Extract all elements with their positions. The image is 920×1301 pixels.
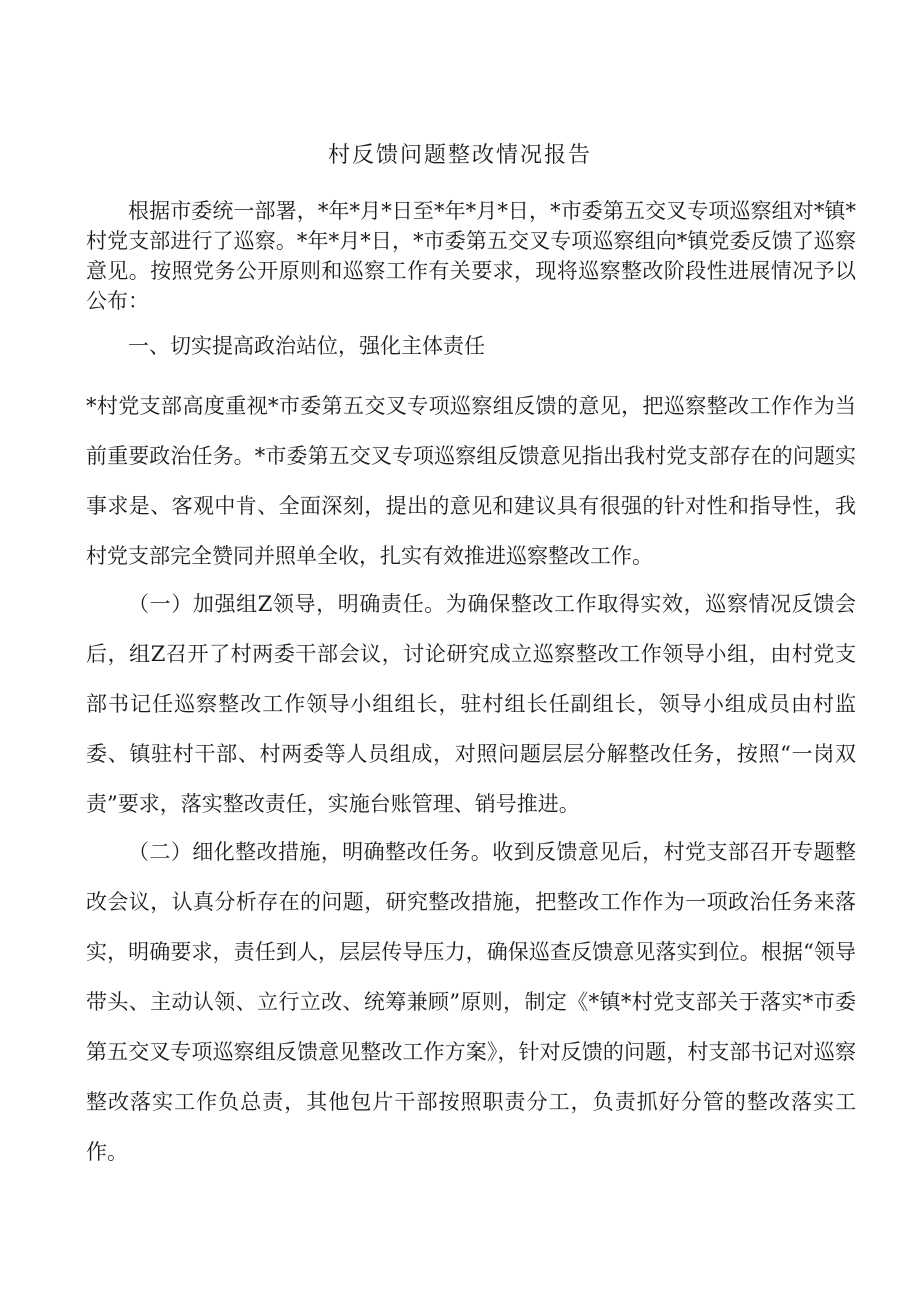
document-title: 村反馈问题整改情况报告: [327, 143, 592, 168]
body-paragraph-1: *村党支部高度重视*市委第五交叉专项巡察组反馈的意见，把巡察整改工作作为当前重要政治任务。*市委第五交叉专项巡察组反馈意见指出我村党支部存在的问题实事求是、客观中肯、全面深刻，提出的意见和建议具有很强的针对性和指导性，我村党支部完全赞同并照单全收，扎实有效推进巡察整改工作。: [86, 394, 856, 568]
section-heading-1: 一、切实提高政治站位，强化主体责任: [128, 334, 485, 358]
intro-paragraph: 根据市委统一部署，*年*月*日至*年*月*日，*市委第五交叉专项巡察组对*镇*村党支部进行了巡察。*年*月*日，*市委第五交叉专项巡察组向*镇党委反馈了巡察意见。按照党务公开原则和巡察工作有关要求，现将巡察整改阶段性进展情况予以公布：: [86, 199, 856, 313]
body-paragraph-2: （一）加强组Z领导，明确责任。为确保整改工作取得实效，巡察情况反馈会后，组Z召开了村两委干部会议，讨论研究成立巡察整改工作领导小组，由村党支部书记任巡察整改工作领导小组组长，驻村组长任副组长，领导小组成员由村监委、镇驻村干部、村两委等人员组成，对照问题层层分解整改任务，按照“一岗双责”要求，落实整改责任，实施台账管理、销号推进。: [86, 592, 856, 816]
body-paragraph-3: （二）细化整改措施，明确整改任务。收到反馈意见后，村党支部召开专题整改会议，认真分析存在的问题，研究整改措施，把整改工作作为一项政治任务来落实，明确要求，责任到人，层层传导压力，确保巡查反馈意见落实到位。根据“领导带头、主动认领、立行立改、统筹兼顾”原则，制定《*镇*村党支部关于落实*市委第五交叉专项巡察组反馈意见整改工作方案》，针对反馈的问题，村支部书记对巡察整改落实工作负总责，其他包片干部按照职责分工，负责抓好分管的整改落实工作。: [86, 840, 856, 1164]
